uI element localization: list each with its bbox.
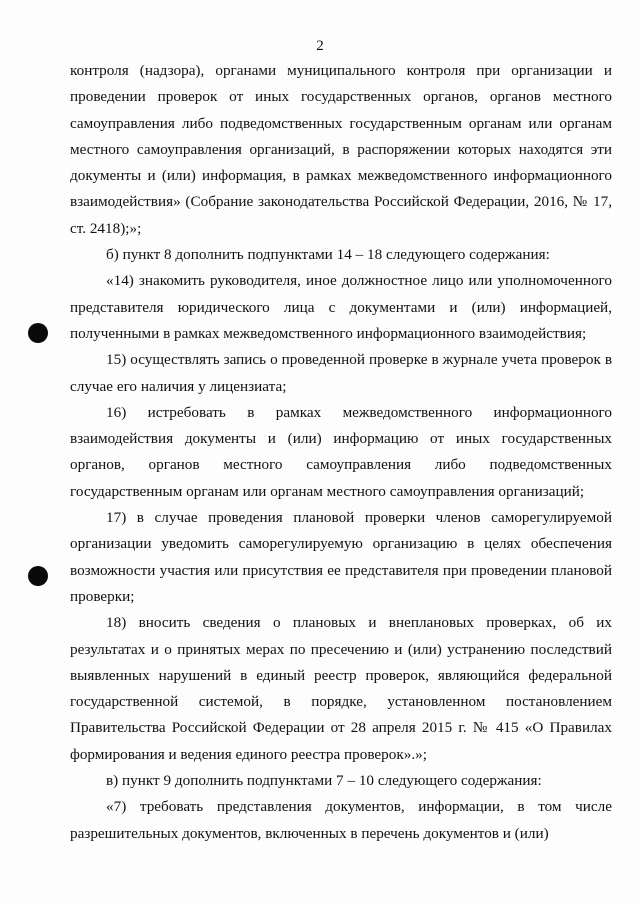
- paragraph-subitem-14: «14) знакомить руководителя, иное должностное лицо или уполномоченного представителя юридического лица с документами и (или) информацией, полученными в рамках межведомственного информационного взаимодействия;: [70, 272, 612, 342]
- paragraph-subitem-17: 17) в случае проведения плановой проверки членов саморегулируемой организации уведомить саморегулируемую организацию в целях обеспечения возможности участия или присутствия ее представителя при проведении плановой проверки;: [70, 509, 612, 605]
- punch-hole-mark: [28, 323, 48, 343]
- paragraph-subitem-7: «7) требовать представления документов, информации, в том числе разрешительных документов, включенных в перечень документов и (или): [70, 798, 612, 842]
- document-body: [70, 58, 612, 847]
- page-number: 2: [316, 38, 324, 54]
- paragraph-item-b: б) пункт 8 дополнить подпунктами 14 – 18 следующего содержания:: [106, 246, 550, 264]
- paragraph-continuation: контроля (надзора), органами муниципального контроля при организации и проведении проверок от иных государственных органов, органов местного самоуправления либо подведомственных государственным органам или органам местного самоуправления организаций, в распоряжении которых находятся эти документы и (или) информация, в рамках межведомственного информационного взаимодействия» (Собрание законодательства Российской Федерации, 2016, № 17, ст. 2418);»;: [70, 62, 612, 237]
- paragraph-subitem-16: 16) истребовать в рамках межведомственного информационного взаимодействия документы и (или) информацию от иных государственных органов, органов местного самоуправления либо подведомственных государственным органам или органам местного самоуправления организаций;: [70, 403, 612, 500]
- paragraph-subitem-15: 15) осуществлять запись о проведенной проверке в журнале учета проверок в случае его наличия у лицензиата;: [70, 351, 612, 395]
- paragraph-subitem-18: 18) вносить сведения о плановых и внеплановых проверках, об их результатах и о принятых мерах по пресечению и (или) устранению последствий выявленных нарушений в единый реестр проверок, являющийся федеральной государственной системой, в порядке, установленном постановлением Правительства Российской Федерации от 28 апреля 2015 г. № 415 «О Правилах формирования и ведения единого реестра проверок».»;: [70, 614, 612, 763]
- punch-hole-mark: [28, 566, 48, 586]
- paragraph-item-v: в) пункт 9 дополнить подпунктами 7 – 10 следующего содержания:: [106, 772, 542, 790]
